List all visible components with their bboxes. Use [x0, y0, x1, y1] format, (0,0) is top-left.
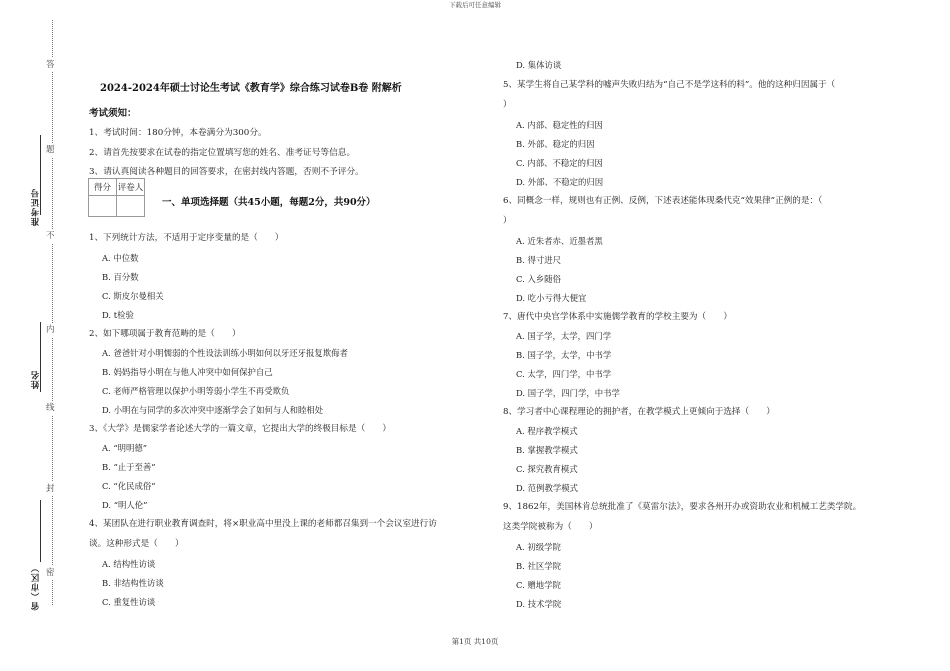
option: C. 斯皮尔曼相关	[102, 291, 164, 301]
option: D. t检验	[102, 310, 134, 320]
question-3: 3、《大学》是儒家学者论述大学的一篇文章，它提出大学的终极目标是（ ）	[89, 424, 391, 434]
option: D. 外部、不稳定的归因	[516, 177, 604, 187]
name-label: 姓名	[31, 370, 41, 389]
question-4-cont: 谈。这种形式是（ ）	[89, 539, 184, 549]
option: C. 赠地学院	[516, 580, 561, 590]
page-footer: 第1页 共10页	[451, 637, 499, 646]
option: C. “化民成俗”	[102, 481, 156, 491]
question-2: 2、如下哪项属于教育范畴的是（ ）	[89, 329, 241, 339]
option: B. 掌握教学模式	[516, 445, 578, 455]
option: D. 集体访谈	[516, 60, 562, 70]
grader-header: 评卷人	[117, 179, 145, 196]
notice-item: 3、请认真阅读各种题目的回答要求，在密封线内答题，否则不予评分。	[89, 167, 364, 177]
section-title: 一、单项选择题（共45小题，每题2分，共90分）	[162, 197, 376, 208]
option: B. 百分数	[102, 272, 139, 282]
option: C. 探究教育模式	[516, 464, 578, 474]
question-8: 8、学习者中心课程理论的拥护者，在教学模式上更倾向于选择（ ）	[503, 407, 775, 417]
region-underline	[40, 500, 41, 562]
question-1: 1、下列统计方法，不适用于定序变量的是（ ）	[89, 233, 284, 243]
score-box	[88, 178, 145, 217]
option: B. 妈妈指导小明在与他人冲突中如何保护自己	[102, 367, 273, 377]
option: A. 近朱者赤、近墨者黑	[516, 236, 603, 246]
option: B. 社区学院	[516, 561, 561, 571]
option: D. 范例教学模式	[516, 483, 578, 493]
option: C. 内部、不稳定的归因	[516, 158, 603, 168]
option: C. 入乡随俗	[516, 274, 561, 284]
option: D. 技术学院	[516, 599, 562, 609]
option: A. 国子学，太学，四门学	[516, 331, 612, 341]
option: B. 得寸进尺	[516, 255, 561, 265]
option: D. 小明在与同学的多次冲突中逐渐学会了如何与人和睦相处	[102, 405, 324, 415]
exam-number-label: 准考证号	[31, 188, 41, 226]
question-4: 4、某团队在进行职业教育调查时，将×职业高中里没上课的老师都召集到一个会议室进行访	[89, 519, 437, 529]
binding-char: 答	[46, 60, 55, 70]
grader-cell[interactable]	[117, 196, 145, 217]
option: A. 内部、稳定性的归因	[516, 120, 603, 130]
option: B. 国子学，太学，中书学	[516, 350, 612, 360]
region-label: 省（市区）	[31, 563, 41, 611]
binding-char: 封	[46, 484, 55, 494]
question-5: 5、某学生将自己某学科的嘘声失败归结为“自己不是学这科的料”。他的这种归因属于（	[503, 80, 836, 90]
option: D. “明人伦”	[102, 500, 148, 510]
option: D. 吃小亏得大便宜	[516, 293, 587, 303]
binding-char: 题	[46, 145, 55, 155]
option: C. 太学，四门学，中书学	[516, 369, 612, 379]
score-cell[interactable]	[89, 196, 117, 217]
option: A. 结构性访谈	[102, 559, 156, 569]
option: B. “止于至善”	[102, 462, 156, 472]
option: B. 非结构性访谈	[102, 578, 164, 588]
option: C. 老师严格管理以保护小明等弱小学生不再受欺负	[102, 386, 290, 396]
exam-title: 2024-2024年硕士讨论生考试《教育学》综合练习试卷B卷 附解析	[100, 83, 402, 94]
option: C. 重复性访谈	[102, 597, 156, 607]
question-6: 6、同概念一样，规则也有正例、反例，下述表述能体现桑代克“效果律”正例的是：（	[503, 196, 823, 206]
notice-heading: 考试须知：	[89, 108, 137, 119]
binding-char: 内	[46, 325, 55, 335]
notice-item: 1、考试时间：180分钟，本卷满分为300分。	[89, 128, 267, 138]
option: A. “明明德”	[102, 443, 148, 453]
option: D. 国子学，四门学，中书学	[516, 388, 620, 398]
binding-char: 密	[46, 568, 55, 578]
option: A. 初级学院	[516, 542, 561, 552]
question-9: 9、1862年，美国林肯总统批准了《莫雷尔法》，要求各州开办或资助农业和机械工艺类学院。	[503, 502, 862, 512]
top-note: 下载后可任意编辑	[449, 1, 501, 9]
option: B. 外部、稳定的归因	[516, 139, 595, 149]
option: A. 爸爸针对小明懦弱的个性设法训练小明如何以牙还牙报复欺侮者	[102, 348, 348, 358]
question-5-cont: ）	[503, 100, 512, 110]
binding-char: 不	[46, 231, 55, 241]
score-header: 得分	[89, 179, 117, 196]
option: A. 程序教学模式	[516, 426, 578, 436]
question-9-cont: 这类学院被称为（ ）	[503, 522, 598, 532]
question-6-cont: ）	[503, 216, 512, 226]
notice-item: 2、请首先按要求在试卷的指定位置填写您的姓名、准考证号等信息。	[89, 148, 356, 158]
option: A. 中位数	[102, 253, 139, 263]
binding-char: 线	[46, 403, 55, 413]
question-7: 7、唐代中央官学体系中实施儒学教育的学校主要为（ ）	[503, 312, 732, 322]
binding-dotted-line	[52, 20, 53, 605]
